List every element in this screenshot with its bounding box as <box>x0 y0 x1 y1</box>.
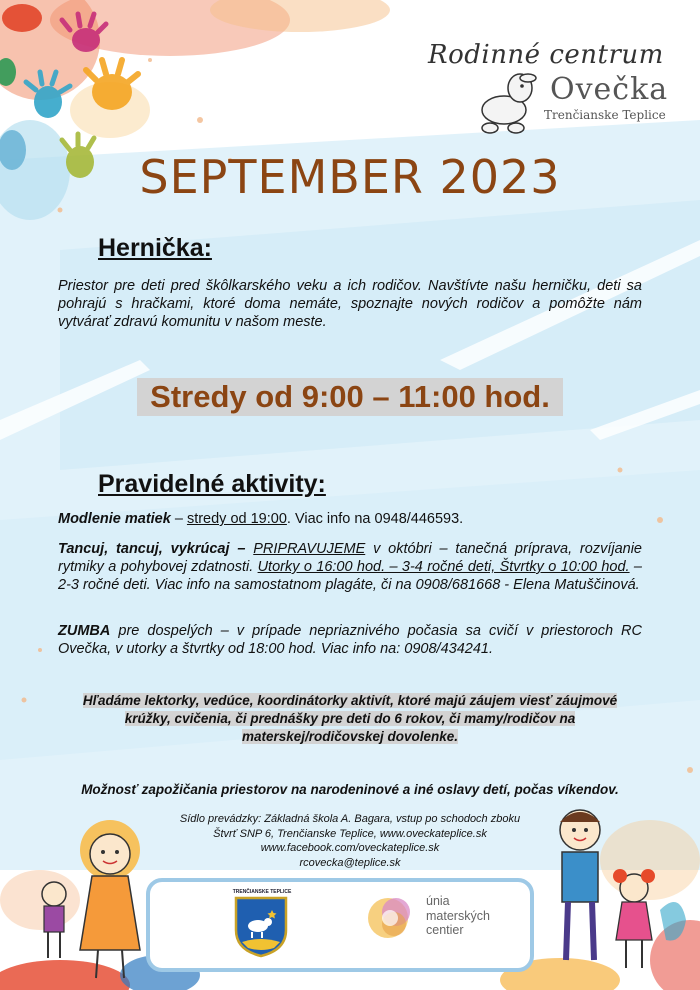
unia-logo-icon <box>364 890 420 946</box>
hernicka-hours: Stredy od 9:00 – 11:00 hod. <box>137 378 563 416</box>
hernicka-heading: Hernička: <box>98 234 212 262</box>
activity-name: ZUMBA <box>58 623 111 639</box>
logo <box>428 40 678 140</box>
recruitment-line: krúžky, cvičenia, či prednášky pre deti do 6 rokov, či mamy/rodičov na <box>124 711 576 726</box>
activity-modlenie: Modlenie matiek – stredy od 19:00. Viac info na 0948/446593. <box>58 511 464 527</box>
activity-time: Utorky o 16:00 hod. – 3-4 ročné deti, Štvrtky o 10:00 hod. <box>257 559 630 575</box>
activity-status: PRIPRAVUJEME <box>253 541 366 557</box>
recruitment-line: materskej/rodičovskej dovolenke. <box>241 729 459 744</box>
logo-title: Rodinné centrum <box>428 40 664 70</box>
sheep-icon <box>472 66 548 136</box>
logo-name: Ovečka <box>550 72 669 107</box>
crest-label: TRENČIANSKE TEPLICE <box>232 889 292 895</box>
town-crest-icon <box>234 896 288 958</box>
activity-zumba: ZUMBA pre dospelých – v prípade nepriaznivého počasia sa cvičí v priestoroch RC Ovečka, v utorky a štvrtky od 18:00 hod. Viac info na: 0908/434241. <box>58 623 642 657</box>
contact-facebook-link[interactable]: www.facebook.com/oveckateplice.sk <box>260 842 440 854</box>
activities-heading: Pravidelné aktivity: <box>98 470 326 498</box>
family-drawing-icon <box>30 810 150 980</box>
recruitment-notice <box>64 692 636 746</box>
logo-town: Trenčianske Teplice <box>544 108 666 122</box>
activity-name: Tancuj, tancuj, vykrúcaj – <box>58 541 246 557</box>
contact-address: Sídlo prevádzky: Základná škola A. Bagara, vstup po schodoch zboku <box>179 813 521 825</box>
contact-address-web[interactable]: Štvrť SNP 6, Trenčianske Teplice, www.oveckateplice.sk <box>213 827 487 840</box>
activity-name: Modlenie matiek <box>58 511 171 527</box>
page-title: SEPTEMBER 2023 <box>139 150 561 204</box>
activity-time: stredy od 19:00 <box>186 511 287 527</box>
activity-tancuj: Tancuj, tancuj, vykrúcaj – PRIPRAVUJEME v októbri – tanečná príprava, rozvíjanie rytmiky a pohybovej zdatnosti. Utorky o 16:00 hod. – 3-4 ročné deti, Štvrtky o 10:00 hod. – 2-3 ročné deti. Viac info na samostatnom plagáte, či na 0908/681668 - Elena Matuščinová. <box>58 541 643 593</box>
unia-logo-text: únia materských centier <box>426 894 490 937</box>
family-drawing-icon <box>540 800 690 980</box>
hernicka-description: Priestor pre deti pred škôlkarského veku a ich rodičov. Navštívte našu herničku, deti sa pohrajú s hračkami, ktoré doma nemáte, spoznajte nových rodičov a pomôžte nám vytvárať zdravú komunitu v našom meste. <box>58 278 642 330</box>
contact-info <box>150 812 550 870</box>
contact-email-link[interactable]: rcovecka@teplice.sk <box>299 856 401 869</box>
party-rental-notice: Možnosť zapožičania priestorov na narodeninové a iné oslavy detí, počas víkendov. <box>81 782 619 797</box>
recruitment-line: Hľadáme lektorky, vedúce, koordinátorky aktivít, ktoré majú záujem viesť záujmové <box>82 693 618 708</box>
